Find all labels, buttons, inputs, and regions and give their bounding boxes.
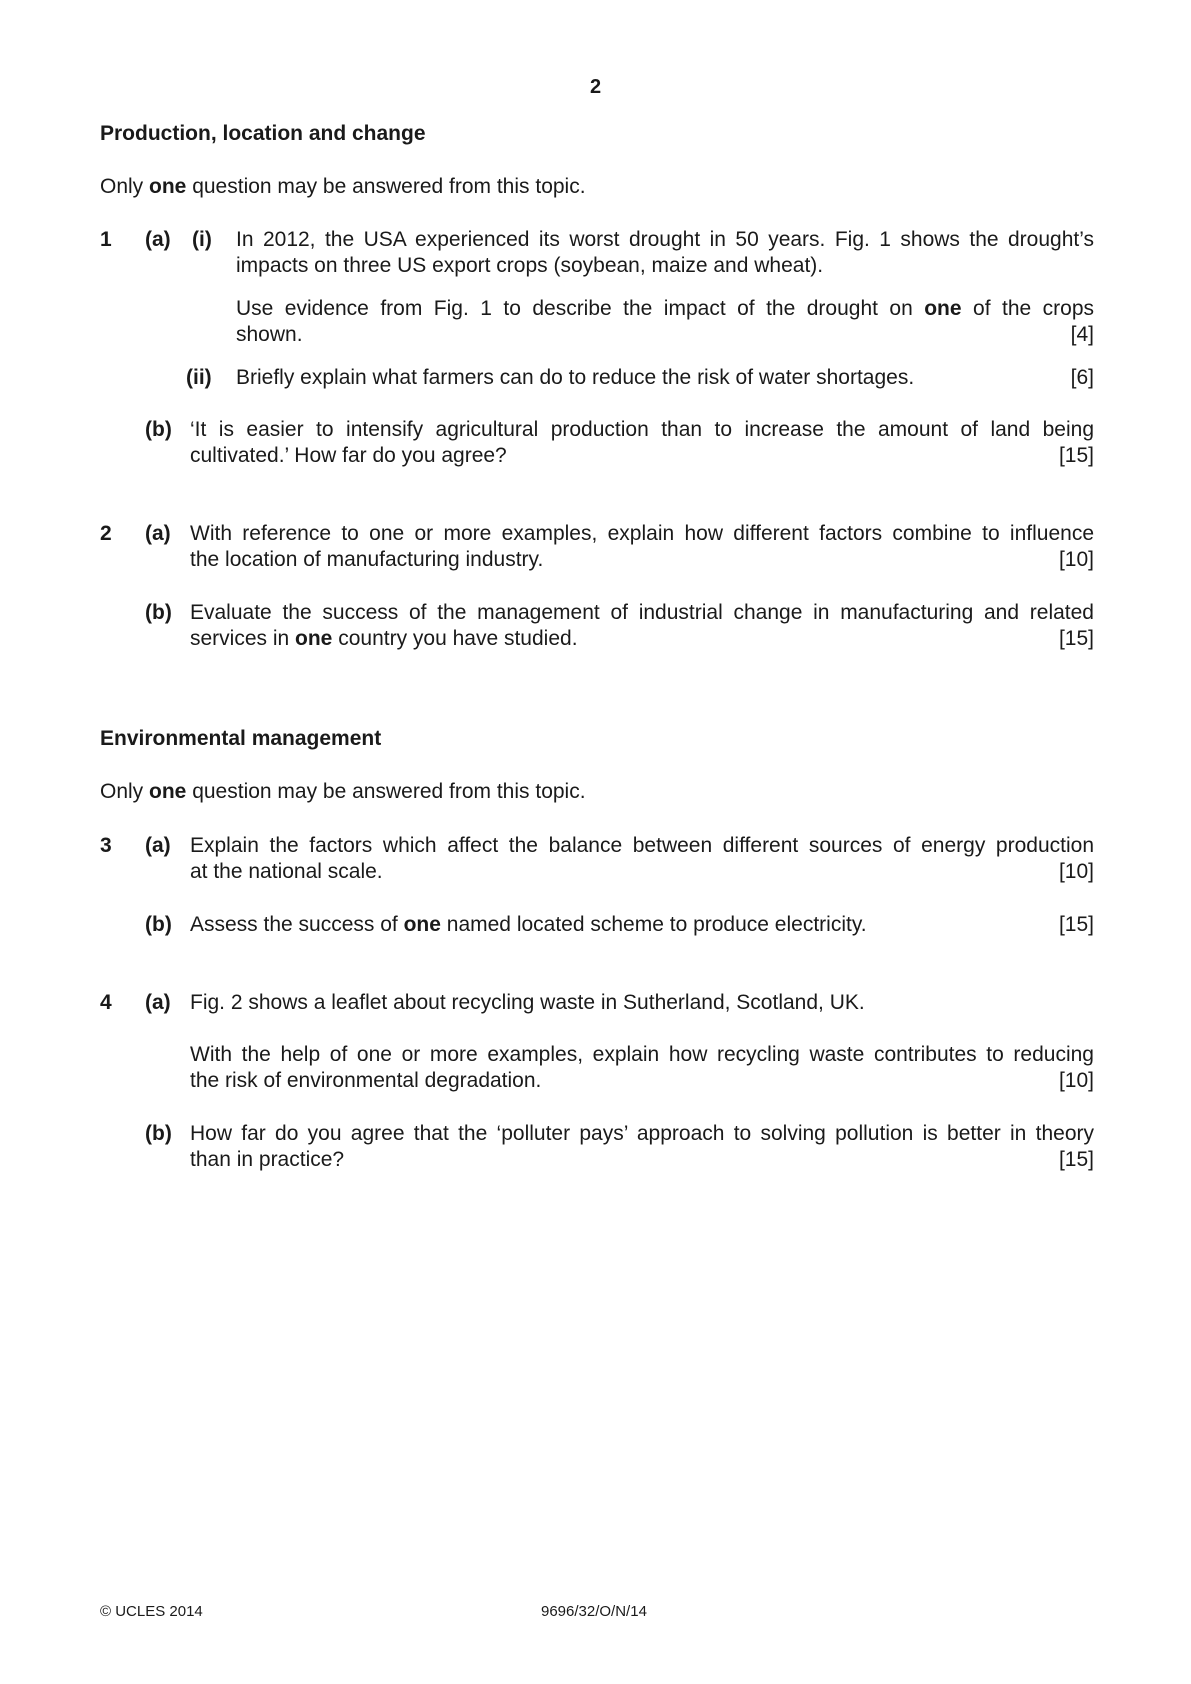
- footer-copyright: © UCLES 2014: [100, 1603, 203, 1620]
- q1-b-mark: [15]: [1058, 444, 1094, 467]
- page-number: 2: [589, 76, 602, 98]
- q4-b-text-line1: How far do you agree that the ‘polluter pays’ approach to solving pollution is better in theory: [190, 1122, 1094, 1145]
- q3-a-mark: [10]: [1058, 860, 1094, 883]
- section-intro-environmental: Only one question may be answered from this topic.: [100, 780, 586, 803]
- q4-a-text-line1: Fig. 2 shows a leaflet about recycling waste in Sutherland, Scotland, UK.: [190, 991, 865, 1014]
- q1-part-b-label: (b): [145, 418, 172, 441]
- q2-part-a-label: (a): [145, 522, 171, 545]
- q4-a-text-line3: the risk of environmental degradation.: [190, 1069, 542, 1092]
- q2-a-text-line1: With reference to one or more examples, explain how different factors combine to influence: [190, 522, 1094, 545]
- q1-a-i-mark: [4]: [1070, 323, 1094, 346]
- section-intro-production: Only one question may be answered from this topic.: [100, 175, 586, 198]
- q2-b-mark: [15]: [1058, 627, 1094, 650]
- q3-part-b-label: (b): [145, 913, 172, 936]
- q4-b-mark: [15]: [1058, 1148, 1094, 1171]
- q1-a-i-text-line1: In 2012, the USA experienced its worst drought in 50 years. Fig. 1 shows the drought’s: [236, 228, 1094, 251]
- question-number-4: 4: [100, 991, 112, 1014]
- q2-b-text-line2: services in one country you have studied.: [190, 627, 578, 650]
- q3-b-mark: [15]: [1058, 913, 1094, 936]
- q4-a-mark: [10]: [1058, 1069, 1094, 1092]
- question-number-3: 3: [100, 834, 112, 857]
- q2-a-text-line2: the location of manufacturing industry.: [190, 548, 544, 571]
- q2-b-text-line1: Evaluate the success of the management of industrial change in manufacturing and related: [190, 601, 1094, 624]
- q1-subpart-i-label: (i): [192, 228, 212, 251]
- section-heading-environmental: Environmental management: [100, 727, 382, 750]
- q1-a-i-text-line2: impacts on three US export crops (soybean, maize and wheat).: [236, 254, 824, 277]
- q4-b-text-line2: than in practice?: [190, 1148, 345, 1171]
- q3-part-a-label: (a): [145, 834, 171, 857]
- q2-a-mark: [10]: [1058, 548, 1094, 571]
- question-number-1: 1: [100, 228, 112, 251]
- q1-a-ii-text: Briefly explain what farmers can do to reduce the risk of water shortages.: [236, 366, 915, 389]
- q3-a-text-line1: Explain the factors which affect the balance between different sources of energy production: [190, 834, 1094, 857]
- q1-b-text-line1: ‘It is easier to intensify agricultural production than to increase the amount of land being: [190, 418, 1094, 441]
- question-number-2: 2: [100, 522, 112, 545]
- q4-a-text-line2: With the help of one or more examples, explain how recycling waste contributes to reducing: [190, 1043, 1094, 1066]
- q1-part-a-label: (a): [145, 228, 171, 251]
- section-heading-production: Production, location and change: [100, 122, 426, 145]
- q3-a-text-line2: at the national scale.: [190, 860, 383, 883]
- q3-b-text: Assess the success of one named located scheme to produce electricity.: [190, 913, 867, 936]
- q4-part-b-label: (b): [145, 1122, 172, 1145]
- q1-a-i-text-line3: Use evidence from Fig. 1 to describe the impact of the drought on one of the crops: [236, 297, 1094, 320]
- q1-b-text-line2: cultivated.’ How far do you agree?: [190, 444, 507, 467]
- q1-a-i-text-line4: shown.: [236, 323, 303, 346]
- footer-paper-code: 9696/32/O/N/14: [541, 1603, 647, 1620]
- q2-part-b-label: (b): [145, 601, 172, 624]
- q1-subpart-ii-label: (ii): [186, 366, 212, 389]
- q1-a-ii-mark: [6]: [1070, 366, 1094, 389]
- q4-part-a-label: (a): [145, 991, 171, 1014]
